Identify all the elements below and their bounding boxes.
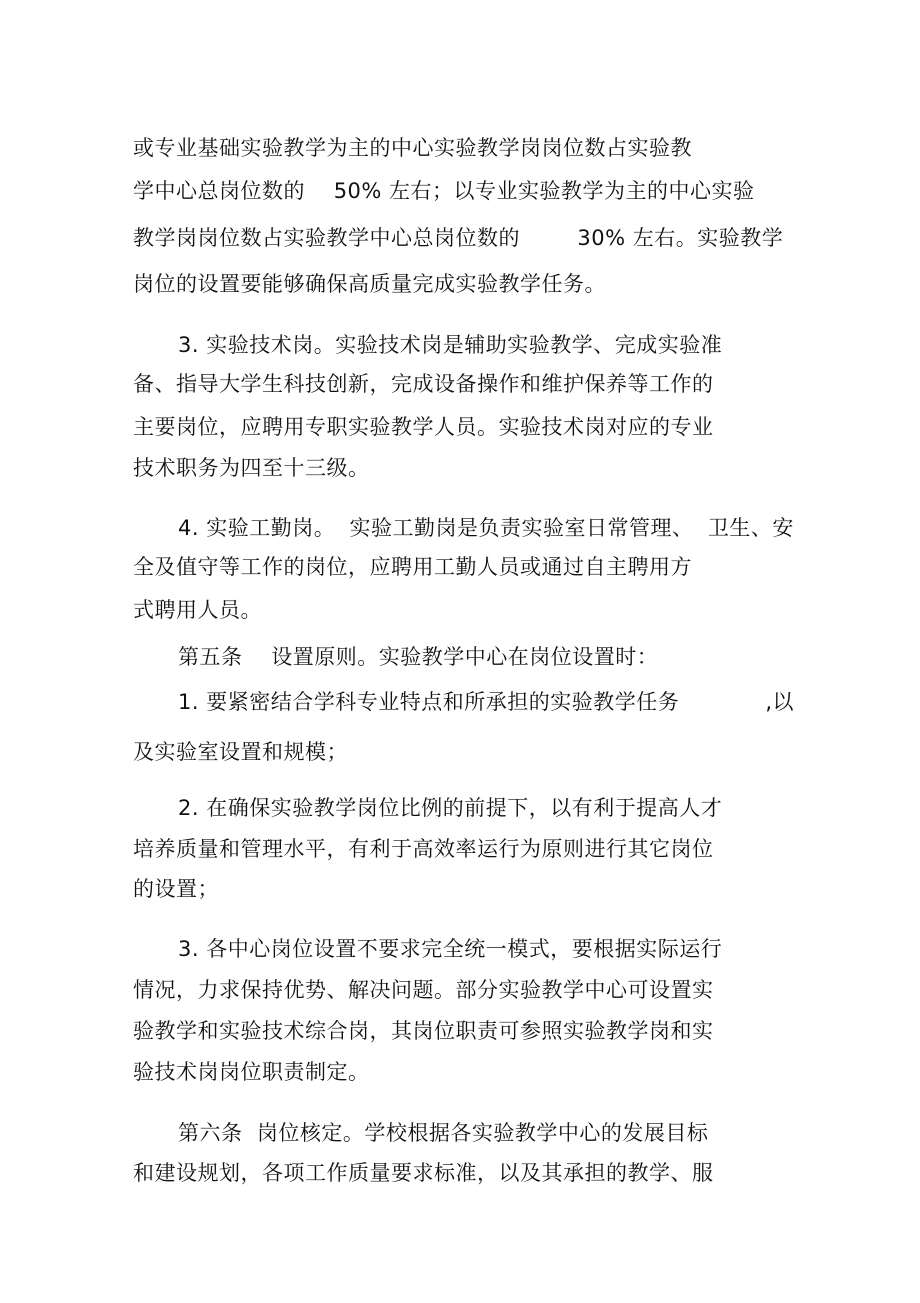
- text-line-14: 及实验室设置和规模；: [133, 740, 348, 764]
- text-line-1: 或专业基础实验教学为主的中心实验教学岗岗位数占实验教: [133, 136, 692, 160]
- text-line-4: 岗位的设置要能够确保高质量完成实验教学任务。: [133, 272, 606, 296]
- text-line-18: 3. 各中心岗位设置不要求完全统一模式，要根据实际运行: [178, 937, 723, 961]
- text-line-8: 技术职务为四至十三级。: [133, 456, 370, 480]
- text-line-15: 2. 在确保实验教学岗位比例的前提下，以有利于提高人才: [178, 796, 723, 820]
- text-line-5: 3. 实验技术岗。实验技术岗是辅助实验教学、完成实验准: [178, 333, 723, 357]
- text-line-20: 验教学和实验技术综合岗，其岗位职责可参照实验教学岗和实: [133, 1019, 714, 1043]
- text-line-2: 学中心总岗位数的 50% 左右；以专业实验教学为主的中心实验: [133, 179, 755, 203]
- text-line-12: 第五条 设置原则。实验教学中心在岗位设置时：: [178, 645, 659, 669]
- text-line-23: 和建设规划，各项工作质量要求标准，以及其承担的教学、服: [133, 1161, 714, 1185]
- text-line-22: 第六条 岗位核定。学校根据各实验教学中心的发展目标: [178, 1121, 709, 1145]
- text-line-11: 式聘用人员。: [133, 598, 262, 622]
- text-line-6: 备、指导大学生科技创新，完成设备操作和维护保养等工作的: [133, 372, 714, 396]
- text-line-7: 主要岗位，应聘用专职实验教学人员。实验技术岗对应的专业: [133, 415, 714, 439]
- text-line-13: 1. 要紧密结合学科专业特点和所承担的实验教学任务 ,以: [178, 690, 794, 714]
- text-line-16: 培养质量和管理水平，有利于高效率运行为原则进行其它岗位: [133, 837, 714, 861]
- text-line-3: 教学岗岗位数占实验教学中心总岗位数的 30% 左右。实验教学: [133, 226, 784, 250]
- text-line-19: 情况，力求保持优势、解决问题。部分实验教学中心可设置实: [133, 978, 714, 1002]
- text-line-21: 验技术岗岗位职责制定。: [133, 1060, 370, 1084]
- text-line-9: 4. 实验工勤岗。 实验工勤岗是负责实验室日常管理、 卫生、安: [178, 516, 794, 540]
- text-line-10: 全及值守等工作的岗位，应聘用工勤人员或通过自主聘用方: [133, 555, 692, 579]
- text-line-17: 的设置；: [133, 877, 219, 901]
